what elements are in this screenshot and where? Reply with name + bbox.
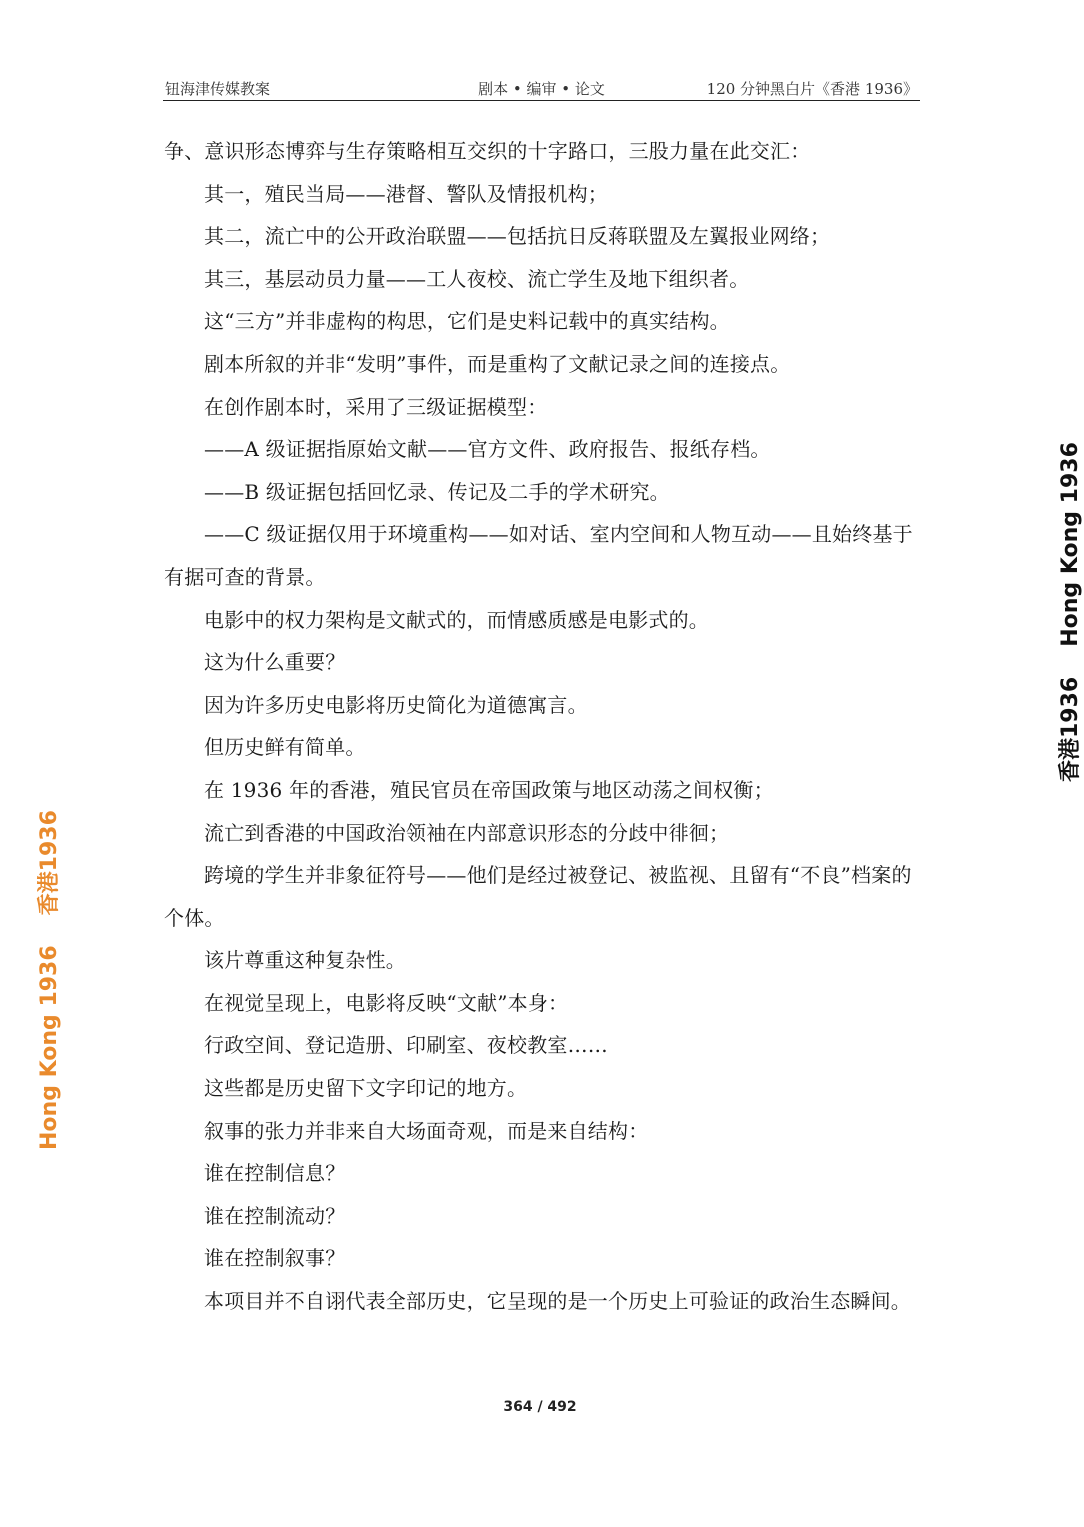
- header-left: 钮海津传媒教案: [165, 80, 271, 98]
- watermark-text: Hong Kong 1936: [1058, 442, 1083, 647]
- paragraph: 在创作剧本时，采用了三级证据模型：: [204, 394, 548, 419]
- paragraph: 这“三方”并非虚构的构思，它们是史料记载中的真实结构。: [204, 309, 730, 334]
- paragraph: 在视觉呈现上，电影将反映“文献”本身：: [204, 990, 569, 1015]
- paragraph: 因为许多历史电影将历史简化为道德寓言。: [204, 692, 588, 717]
- paragraph: 在 1936 年的香港，殖民官员在帝国政策与地区动荡之间权衡；: [204, 777, 774, 802]
- paragraph: 剧本所叙的并非“发明”事件，而是重构了文献记录之间的连接点。: [204, 351, 791, 376]
- paragraph: 行政空间、登记造册、印刷室、夜校教室……: [204, 1033, 608, 1058]
- side-watermark-left: [32, 810, 63, 1150]
- paragraph: ——A 级证据指原始文献——官方文件、政府报告、报纸存档。: [204, 437, 771, 462]
- paragraph: 流亡到香港的中国政治领袖在内部意识形态的分歧中徘徊；: [204, 820, 730, 845]
- page-number: 364 / 492: [503, 1399, 577, 1415]
- paragraph: ——B 级证据包括回忆录、传记及二手的学术研究。: [204, 479, 670, 504]
- watermark-text: 香港1936: [37, 810, 62, 916]
- paragraph: 叙事的张力并非来自大场面奇观，而是来自结构：: [204, 1118, 649, 1143]
- header-center: 剧本 • 编审 • 论文: [478, 80, 605, 98]
- paragraph: 但历史鲜有简单。: [204, 735, 366, 760]
- watermark-text: Hong Kong 1936: [37, 945, 62, 1150]
- paragraph: 其一，殖民当局——港督、警队及情报机构；: [204, 181, 608, 206]
- side-watermark-right: [1053, 442, 1084, 782]
- paragraph: 这些都是历史留下文字印记的地方。: [204, 1076, 528, 1101]
- paragraph: ——C 级证据仅用于环境重构——如对话、室内空间和人物互动——且始终基于有据可查的背景。: [164, 522, 913, 589]
- page-header: [163, 72, 920, 101]
- paragraph: 其二，流亡中的公开政治联盟——包括抗日反蒋联盟及左翼报业网络；: [204, 224, 831, 249]
- paragraph: 谁在控制信息？: [204, 1161, 346, 1186]
- paragraph: 争、意识形态博弈与生存策略相互交织的十字路口，三股力量在此交汇：: [164, 139, 811, 163]
- paragraph: 谁在控制叙事？: [204, 1246, 346, 1271]
- header-right: 120 分钟黑白片《香港 1936》: [706, 80, 918, 98]
- watermark-text: 香港1936: [1058, 676, 1083, 782]
- paragraph: 本项目并不自诩代表全部历史，它呈现的是一个历史上可验证的政治生态瞬间。: [204, 1289, 911, 1314]
- paragraph: 这为什么重要？: [204, 650, 346, 675]
- paragraph: 电影中的权力架构是文献式的，而情感质感是电影式的。: [204, 607, 709, 632]
- paragraph: 跨境的学生并非象征符号——他们是经过被登记、被监视、且留有“不良”档案的个体。: [164, 863, 912, 930]
- paragraph: 该片尊重这种复杂性。: [204, 948, 406, 973]
- body-text: [164, 130, 920, 1323]
- paragraph: 其三，基层动员力量——工人夜校、流亡学生及地下组织者。: [204, 266, 750, 291]
- paragraph: 谁在控制流动？: [204, 1203, 346, 1228]
